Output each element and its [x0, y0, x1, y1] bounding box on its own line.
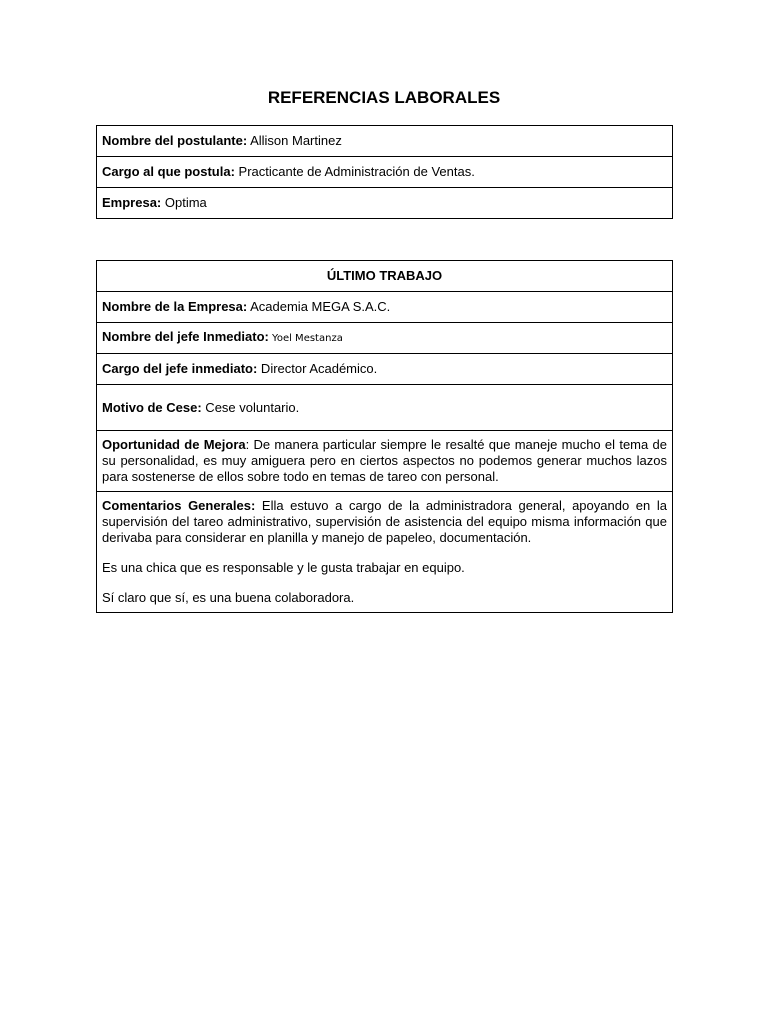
applicant-name-value: Allison Martinez [247, 133, 342, 148]
applicant-name-cell [97, 126, 673, 157]
improvement-value: : De manera particular siempre le resalté que maneje mucho el tema de su personalidad, es muy amiguera pero en ciertos aspectos no podemos generar muchos lazos para sostenerse de ellos sobre todo en temas de tareo con personal. [102, 437, 667, 484]
supervisor-position-row [97, 354, 673, 385]
company-cell [97, 188, 673, 219]
general-comments-row [97, 492, 673, 613]
supervisor-position-value: Director Académico. [257, 361, 378, 376]
termination-reason-row [97, 385, 673, 431]
company-value: Optima [161, 195, 207, 210]
position-applied-value: Practicante de Administración de Ventas. [234, 164, 475, 179]
improvement-row [97, 431, 673, 492]
general-comments-label: Comentarios Generales: [102, 498, 256, 513]
supervisor-position-label: Cargo del jefe inmediato: [102, 361, 258, 376]
supervisor-position-cell [97, 354, 673, 385]
applicant-name-row [97, 126, 673, 157]
improvement-label: Oportunidad de Mejora [102, 437, 246, 452]
company-label: Empresa: [102, 195, 162, 210]
position-applied-row [97, 157, 673, 188]
improvement-cell [97, 431, 673, 492]
position-applied-label: Cargo al que postula: [102, 164, 235, 179]
applicant-info-table [96, 125, 673, 219]
applicant-name-label: Nombre del postulante: [102, 133, 248, 148]
supervisor-name-label: Nombre del jefe Inmediato: [102, 329, 269, 344]
previous-company-cell [97, 292, 673, 323]
termination-reason-cell [97, 385, 673, 431]
termination-reason-value: Cese voluntario. [201, 399, 300, 415]
last-job-header-row [97, 261, 673, 292]
supervisor-name-cell [97, 323, 673, 354]
document-title: REFERENCIAS LABORALES [267, 88, 501, 107]
supervisor-name-row [97, 323, 673, 354]
general-comments-value: Ella estuvo a cargo de la administradora general, apoyando en la supervisión del tareo administrativo, supervisión de asistencia del equipo misma información que derivaba para considerar en planilla y manejo de papeleo, documentación. [102, 498, 667, 545]
general-comments-paragraph-3: Sí claro que sí, es una buena colaboradora. [102, 590, 355, 605]
last-job-table [96, 260, 673, 613]
last-job-header: ÚLTIMO TRABAJO [97, 261, 673, 292]
previous-company-label: Nombre de la Empresa: [102, 299, 248, 314]
general-comments-cell [97, 492, 673, 613]
general-comments-paragraph-2: Es una chica que es responsable y le gusta trabajar en equipo. [102, 560, 465, 575]
previous-company-row [97, 292, 673, 323]
general-comments-paragraph [102, 498, 667, 546]
position-applied-cell [97, 157, 673, 188]
termination-reason-label: Motivo de Cese: [102, 399, 202, 415]
company-row [97, 188, 673, 219]
supervisor-name-value: Yoel Mestanza [268, 333, 343, 344]
previous-company-value: Academia MEGA S.A.C. [247, 299, 391, 314]
